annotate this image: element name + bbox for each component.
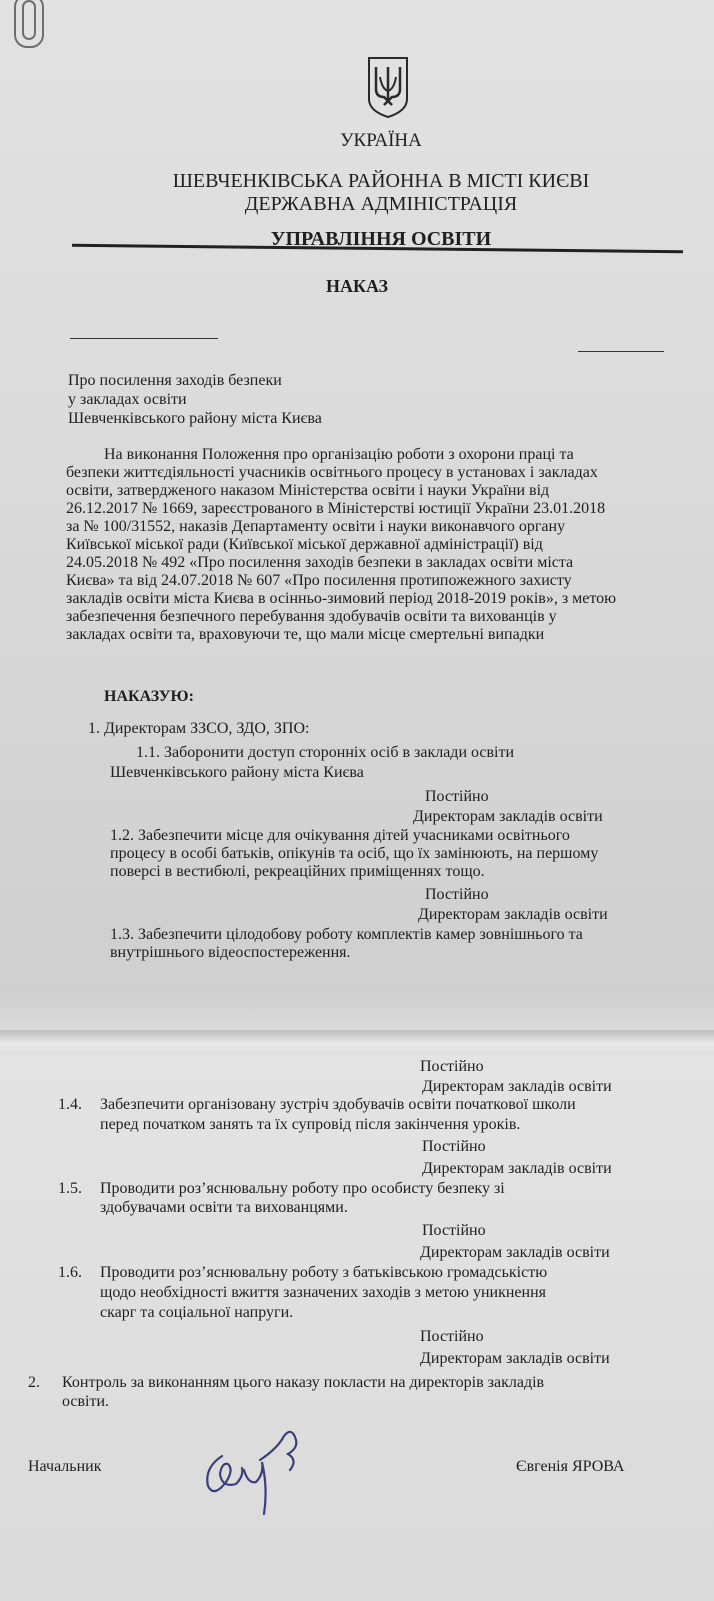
item-responsible: Директорам закладів освіти [420,1244,610,1261]
item-responsible: Директорам закладів освіти [422,1160,612,1177]
item-1-4-line: перед початком занять та їх супровід після закінчення уроків. [100,1116,521,1133]
item-1-4-line: Забезпечити організовану зустріч здобувачів освіти початкової школи [100,1096,576,1113]
preamble-line: 26.12.2017 № 1669, зареєстрованого в Міністерстві юстиції України 23.01.2018 [66,500,606,517]
subject-line-3: Шевченківського району міста Києва [68,410,322,427]
paper-clip [14,0,44,48]
preamble-line: закладах освіти та, враховуючи те, що мали місце смертельні випадки [66,626,545,643]
administration-line-1: ШЕВЧЕНКІВСЬКА РАЙОННА В МІСТІ КИЄВІ [172,170,590,192]
subject-line-2: у закладах освіти [68,391,187,408]
preamble-line: освіти, затвердженого наказом Міністерства освіти і науки України від [66,482,550,499]
item-term: Постійно [425,886,489,903]
item-1-3-line: 1.3. Забезпечити цілодобову роботу комплектів камер зовнішнього та [110,926,583,943]
preamble-line: забезпечення безпечного перебування здобувачів освіти та вихованців у [66,608,557,625]
item-1-2-line: процесу в особі батьків, опікунів та осіб, що їх замінюють, на першому [110,845,599,862]
item-1-heading: 1. Директорам ЗЗСО, ЗДО, ЗПО: [88,720,310,737]
page-fold [0,1030,714,1055]
preamble-line: безпеки життєдіяльності учасників освітнього процесу в установах і закладах [66,464,598,481]
administration-line-2: ДЕРЖАВНА АДМІНІСТРАЦІЯ [244,193,518,215]
date-blank [70,338,218,339]
item-term: Постійно [425,788,489,805]
item-responsible: Директорам закладів освіти [420,1350,610,1367]
preamble-line: 24.05.2018 № 492 «Про посилення заходів безпеки в закладах освіти міста [66,554,574,571]
handwritten-signature [198,1418,313,1526]
item-number: 1.4. [58,1096,82,1113]
order-word: НАКАЗУЮ: [104,688,194,705]
preamble-line: закладів освіти міста Києва в осінньо-зимовий період 2018-2019 років», з метою [66,590,617,607]
item-term: Постійно [420,1328,484,1345]
item-term: Постійно [422,1222,486,1239]
item-1-5-line: здобувачами освіти та вихованцями. [100,1199,348,1216]
country-name: УКРАЇНА [340,130,422,151]
coat-of-arms-icon [366,55,410,119]
item-term: Постійно [422,1138,486,1155]
preamble-line: за № 100/31552, наказів Департаменту освіти і науки виконавчого органу [66,518,566,535]
item-2-line: Контроль за виконанням цього наказу покласти на директорів закладів [62,1374,545,1391]
item-responsible: Директорам закладів освіти [418,906,608,923]
item-1-6-line: щодо необхідності вжиття зазначених заходів з метою уникнення [100,1284,546,1301]
department-name: УПРАВЛІННЯ ОСВІТИ [270,228,492,250]
item-1-2-line: 1.2. Забезпечити місце для очікування дітей учасниками освітнього [110,827,570,844]
item-number: 2. [28,1374,40,1391]
item-number: 1.5. [58,1180,82,1197]
item-1-6-line: Проводити роз’яснювальну роботу з батьківською громадськістю [100,1264,548,1281]
preamble-line: На виконання Положення про організацію роботи з охорони праці та [104,446,574,463]
item-1-6-line: скарг та соціальної напруги. [100,1304,294,1321]
document-type: НАКАЗ [325,276,389,296]
item-responsible: Директорам закладів освіти [422,1078,612,1095]
item-1-1-line: Шевченківського району міста Києва [110,764,364,781]
item-2-line: освіти. [62,1393,110,1410]
item-1-5-line: Проводити роз’яснювальну роботу про особисту безпеку зі [100,1180,505,1197]
item-1-3-line: внутрішнього відеоспостереження. [110,944,351,961]
item-1-2-line: поверсі в вестибюлі, рекреаційних приміщеннях тощо. [110,863,485,880]
number-blank [578,351,664,352]
signer-name: Євгенія ЯРОВА [516,1458,625,1475]
subject-line-1: Про посилення заходів безпеки [68,372,282,389]
item-1-1-line: 1.1. Заборонити доступ сторонніх осіб в заклади освіти [136,744,515,761]
preamble-line: Києва» та від 24.07.2018 № 607 «Про посилення протипожежного захисту [66,572,572,589]
signer-position: Начальник [28,1458,102,1475]
item-responsible: Директорам закладів освіти [413,808,603,825]
preamble-line: Київської міської ради (Київської міської державної адміністрації) від [66,536,543,553]
item-number: 1.6. [58,1264,82,1281]
item-term: Постійно [420,1058,484,1075]
